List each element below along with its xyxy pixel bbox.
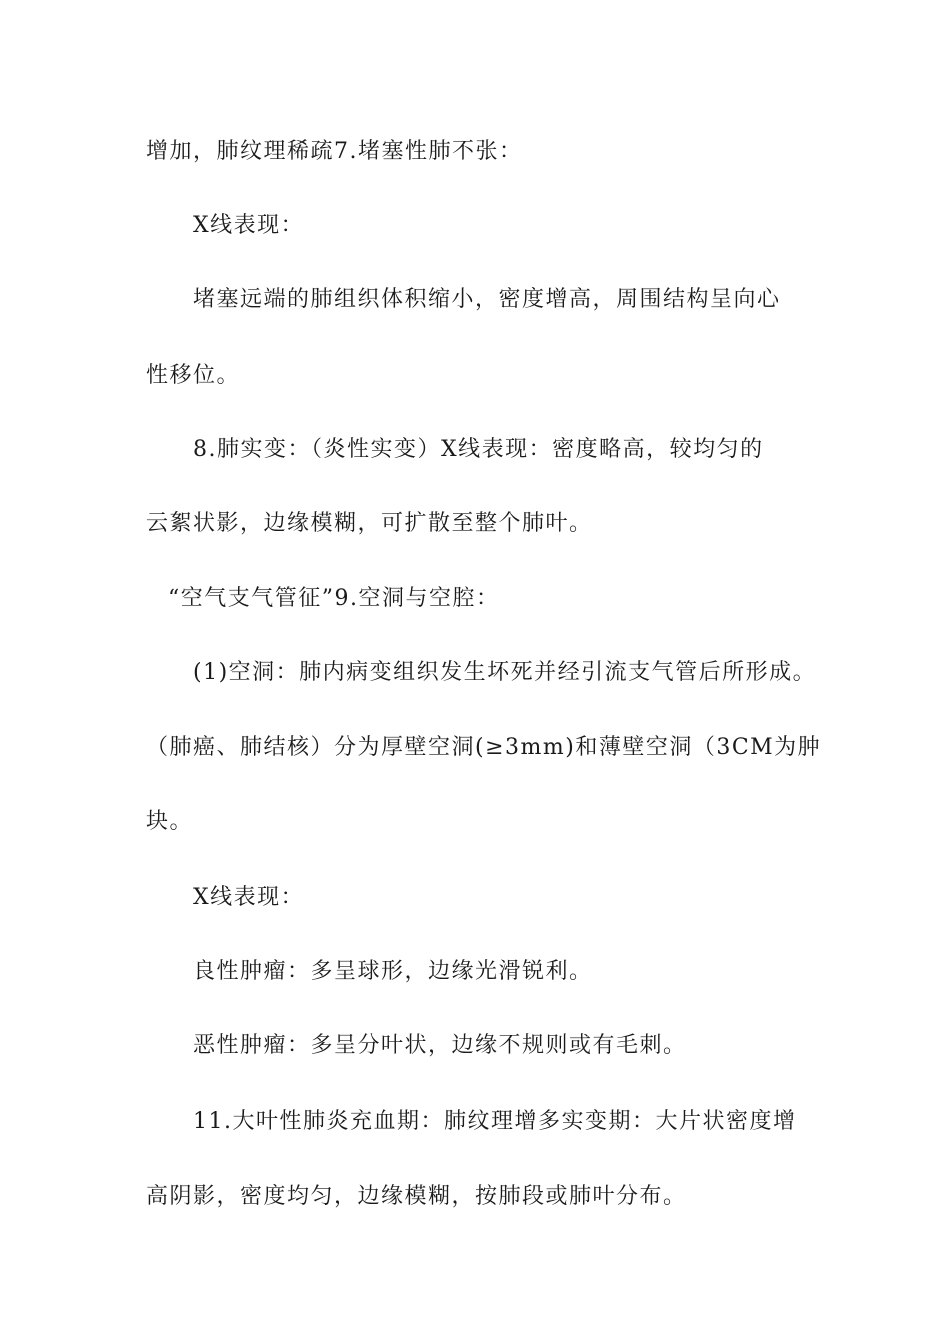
text-line: 堵塞远端的肺组织体积缩小，密度增高，周围结构呈向心	[193, 287, 781, 312]
text-line: 性移位。	[146, 363, 241, 388]
text-line: 云絮状影，边缘模糊，可扩散至整个肺叶。	[146, 511, 593, 536]
text-line: X线表现：	[193, 885, 305, 910]
text-line: 恶性肿瘤：多呈分叶状，边缘不规则或有毛刺。	[193, 1033, 687, 1058]
text-line: (1)空洞：肺内病变组织发生坏死并经引流支气管后所形成。	[193, 660, 817, 685]
text-line: 增加，肺纹理稀疏7.堵塞性肺不张：	[146, 139, 523, 164]
text-line: “空气支气管征”9.空洞与空腔：	[168, 586, 500, 611]
text-line: 8.肺实变：（炎性实变）X线表现：密度略高，较均匀的	[193, 437, 764, 462]
text-line: 块。	[146, 809, 194, 834]
text-line: 高阴影，密度均匀，边缘模糊，按肺段或肺叶分布。	[146, 1184, 687, 1209]
text-line: 11.大叶性肺炎充血期：肺纹理增多实变期：大片状密度增	[193, 1109, 797, 1134]
text-line: X线表现：	[193, 213, 305, 238]
text-line: 良性肿瘤：多呈球形，边缘光滑锐利。	[193, 959, 593, 984]
text-line: （肺癌、肺结核）分为厚壁空洞(≥3mm)和薄壁空洞（3CM为肿	[146, 735, 822, 760]
